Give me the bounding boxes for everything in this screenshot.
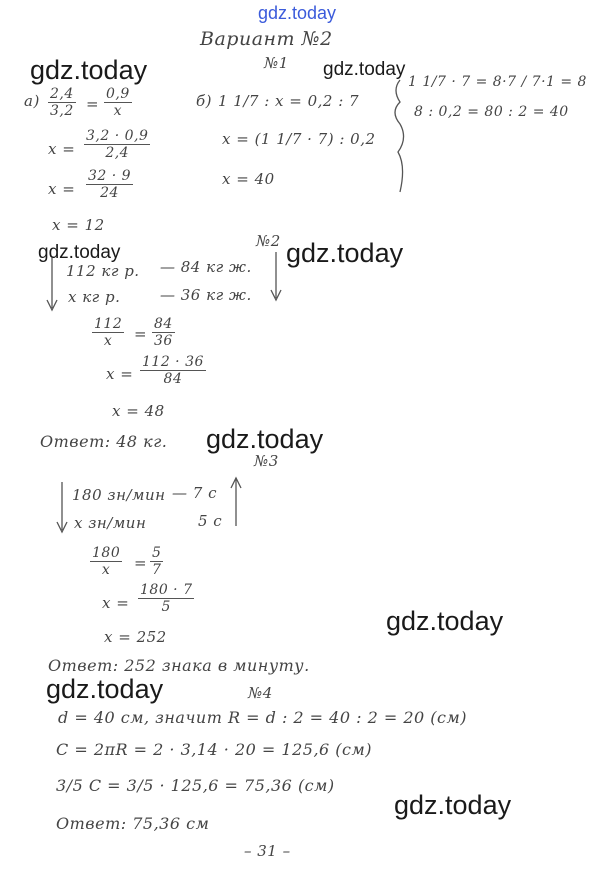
task3-row1-right: — 7 с: [172, 484, 217, 502]
side-brace: [395, 80, 404, 192]
task1a-label: а): [24, 92, 40, 110]
fraction: $\frac{32 \cdot 9}{24}$: [88, 168, 132, 201]
equals-sign: =: [134, 325, 148, 343]
task4-line3: 3/5 C = 3/5 · 125,6 = 75,36 (см): [56, 776, 335, 795]
fraction: $\frac{180 \cdot 7}{5}$: [140, 582, 193, 615]
task1a-line3-lhs: x =: [48, 180, 76, 198]
task2-eq2-lhs: x =: [106, 365, 134, 383]
watermark: gdz.today: [286, 238, 404, 268]
task2-answer: Ответ: 48 кг.: [40, 432, 168, 451]
task1b-line1: 1 1/7 : x = 0,2 : 7: [218, 92, 360, 110]
task3-row1-left: 180 зн/мин: [72, 486, 166, 504]
fraction: $\frac{0,9}{x}$: [106, 86, 130, 119]
task2-row1-right: — 84 кг ж.: [160, 258, 252, 276]
fraction: $\frac{5}{7}$: [152, 545, 162, 578]
fraction: $\frac{180}{x}$: [92, 545, 121, 578]
task1a-line2-lhs: x =: [48, 140, 76, 158]
task1-label: №1: [264, 54, 289, 72]
fraction: $\frac{112 \cdot 36}{84}$: [142, 354, 204, 387]
watermark: gdz.today: [206, 424, 324, 454]
task2-result: x = 48: [112, 402, 165, 420]
equals-sign: =: [134, 554, 148, 572]
fraction: $\frac{112}{x}$: [94, 316, 123, 349]
task2-label: №2: [256, 232, 281, 250]
task3-label: №3: [254, 452, 279, 470]
task2-row1-left: 112 кг р.: [66, 262, 140, 280]
task3-row2-left: x зн/мин: [74, 514, 147, 532]
task1b-label: б): [196, 92, 213, 110]
task4-line1: d = 40 см, значит R = d : 2 = 40 : 2 = 20 (см): [58, 708, 468, 727]
task2-row2-left: x кг р.: [68, 288, 121, 306]
watermark: gdz.today: [38, 242, 121, 263]
task4-line2: C = 2πR = 2 · 3,14 · 20 = 125,6 (см): [56, 740, 372, 759]
fraction: $\frac{3,2 \cdot 0,9}{2,4}$: [86, 128, 149, 161]
page-number: – 31 –: [244, 842, 291, 860]
watermark: gdz.today: [386, 606, 504, 636]
watermark-top: gdz.today: [258, 3, 337, 23]
task1b-line3: x = 40: [222, 170, 275, 188]
task1b-side2: 8 : 0,2 = 80 : 2 = 40: [414, 104, 569, 120]
watermark: gdz.today: [30, 55, 148, 85]
task1b-line2: x = (1 1/7 · 7) : 0,2: [222, 130, 376, 148]
task3-eq2-lhs: x =: [102, 594, 130, 612]
task3-result: x = 252: [104, 628, 167, 646]
task1b-side1: 1 1/7 · 7 = 8·7 / 7·1 = 8: [408, 74, 587, 90]
watermark: gdz.today: [394, 790, 512, 820]
task3-row2-right: 5 с: [198, 512, 223, 530]
watermark: gdz.today: [323, 59, 406, 80]
task3-answer: Ответ: 252 знака в минуту.: [48, 656, 310, 675]
task4-answer: Ответ: 75,36 см: [56, 814, 210, 833]
task1a-result: x = 12: [52, 216, 105, 234]
task4-label: №4: [248, 684, 273, 702]
watermark: gdz.today: [46, 674, 164, 704]
fraction: $\frac{84}{36}$: [154, 316, 173, 349]
fraction: $\frac{2,4}{3,2}$: [50, 86, 74, 119]
task2-row2-right: — 36 кг ж.: [160, 286, 252, 304]
variant-title: Вариант №2: [200, 28, 333, 50]
equals-sign: =: [86, 95, 100, 113]
